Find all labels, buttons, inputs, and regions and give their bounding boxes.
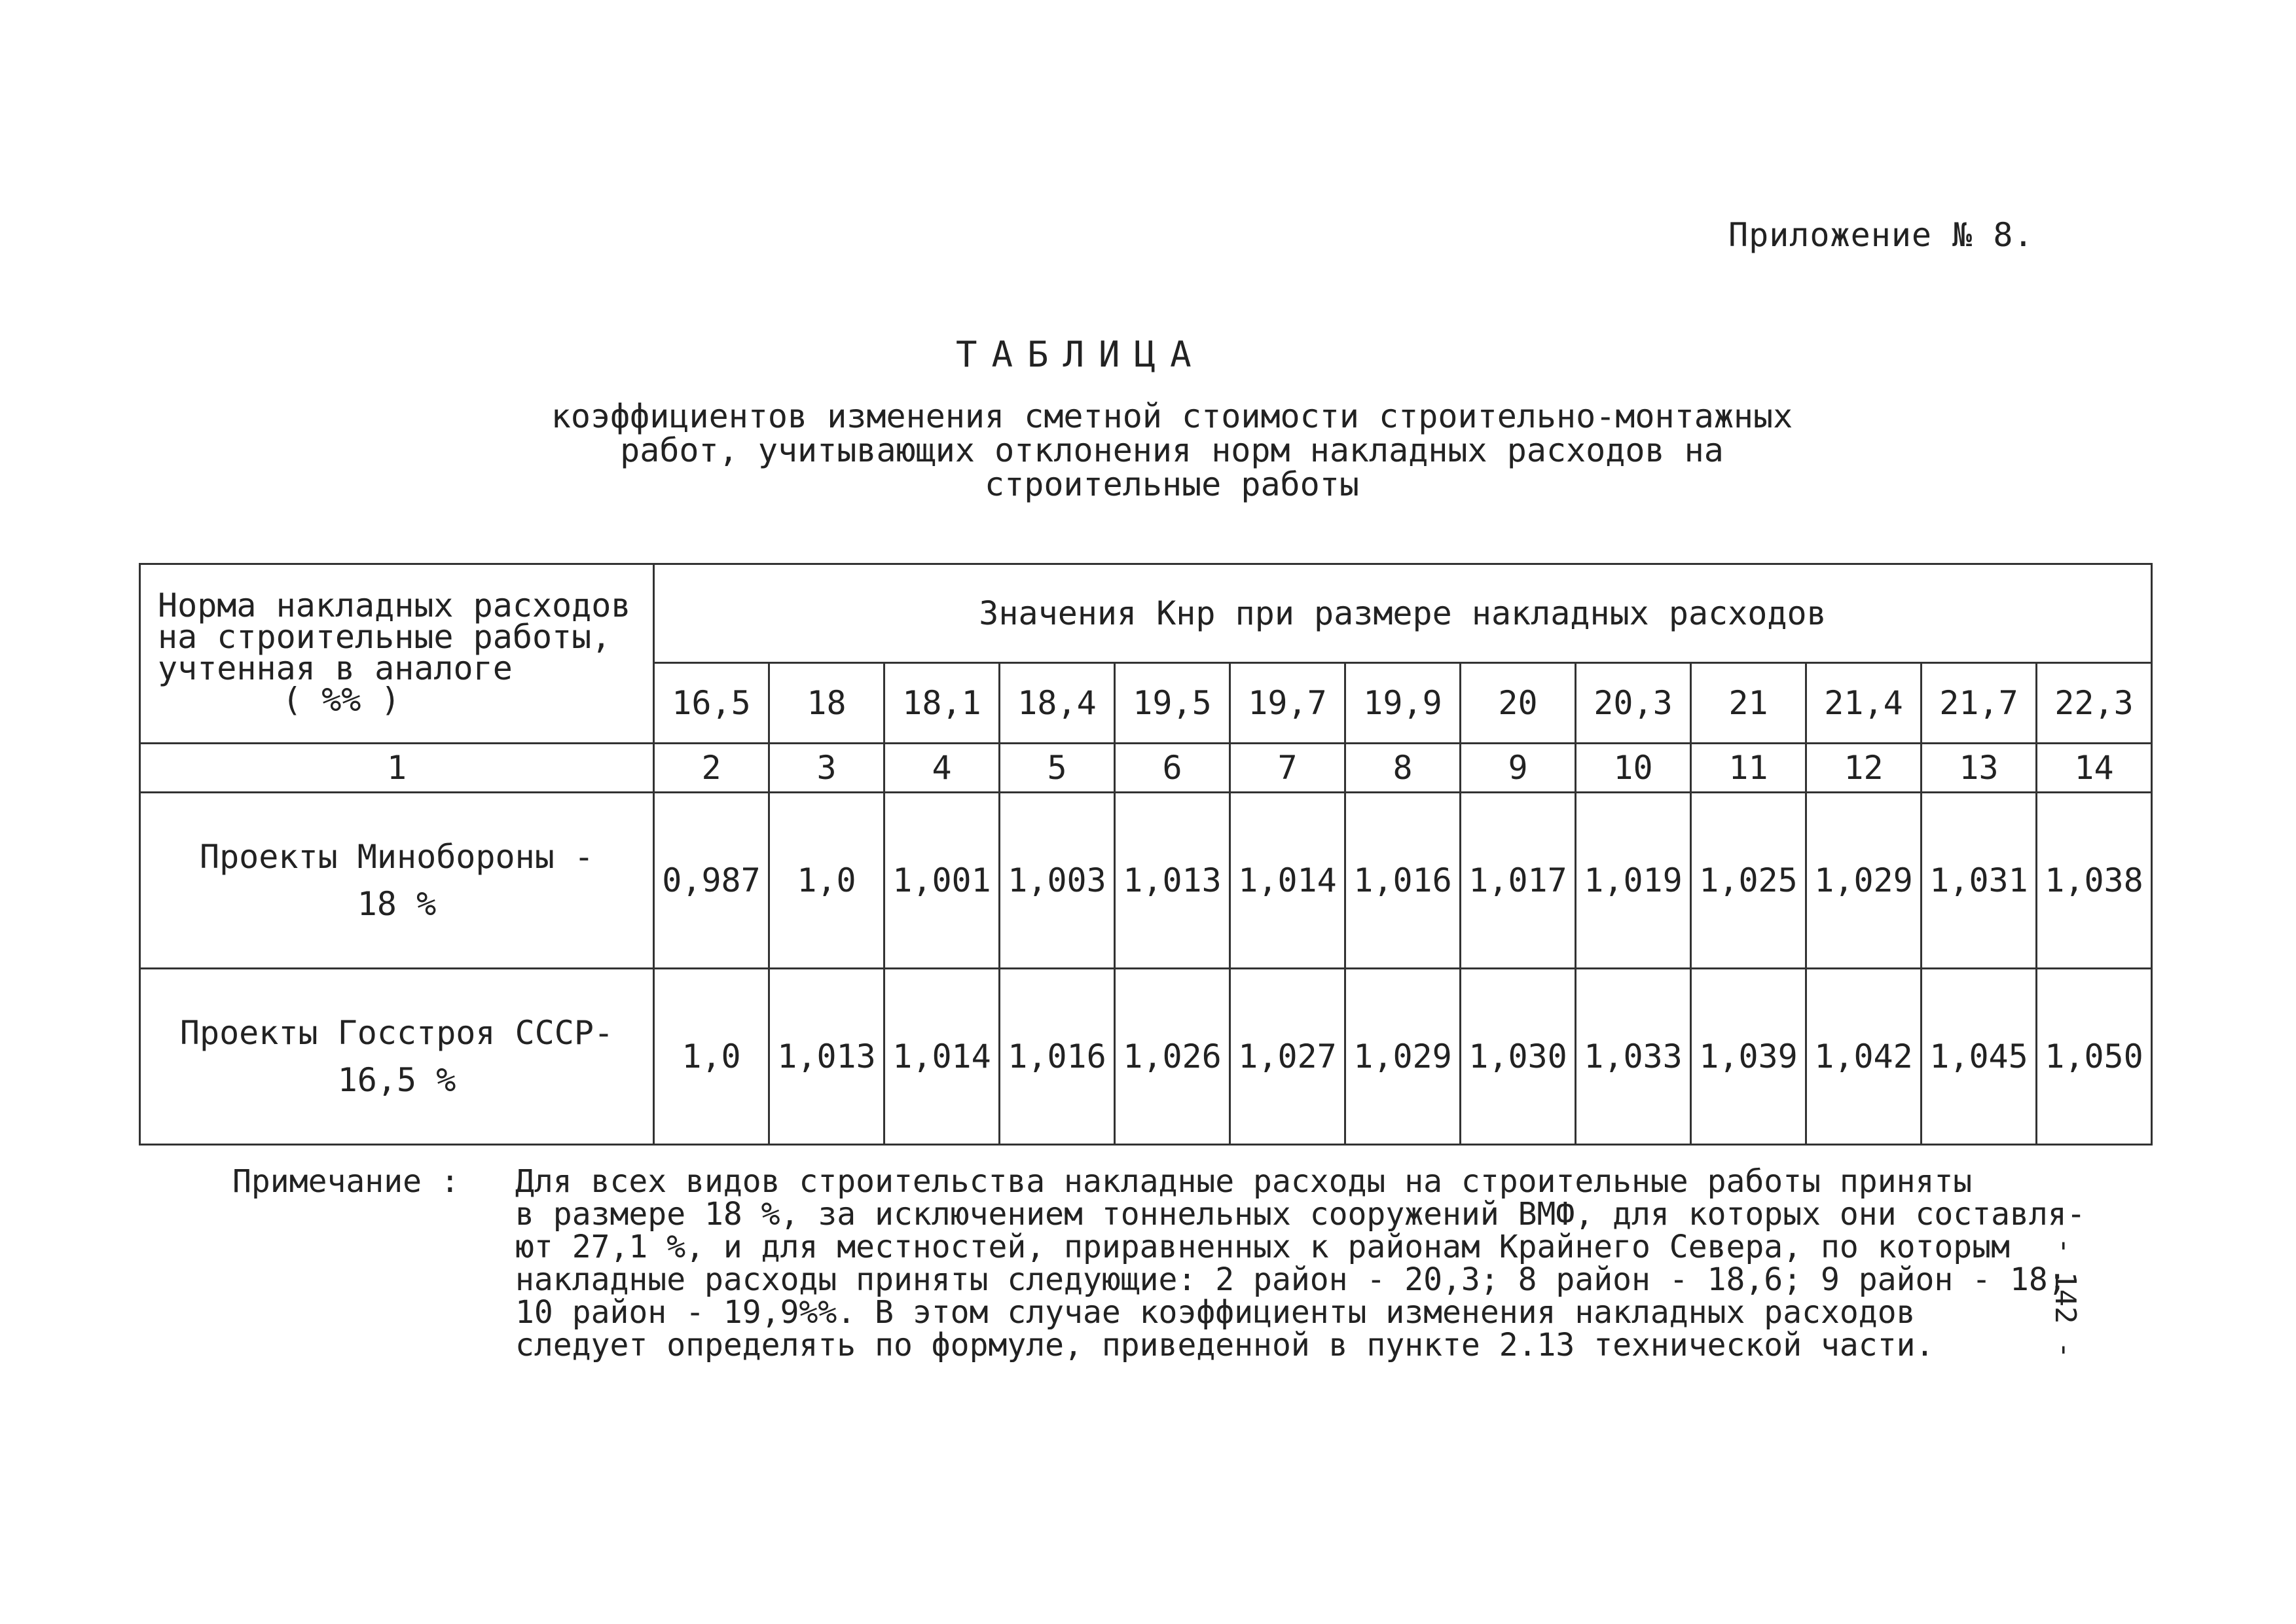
coefficients-table <box>139 563 2153 1146</box>
table-cell: 1,039 <box>1691 969 1806 1145</box>
column-header: 18,4 <box>1000 663 1115 744</box>
column-number: 3 <box>769 744 884 793</box>
table-title: ТАБЛИЦА <box>956 334 1206 375</box>
table-cell: 1,050 <box>2037 969 2152 1145</box>
page-number: - 142 - <box>2049 1237 2082 1359</box>
column-number: 1 <box>140 744 654 793</box>
table-subtitle <box>550 399 1794 501</box>
table-cell: 1,027 <box>1230 969 1345 1145</box>
table-cell: 1,016 <box>1000 969 1115 1145</box>
column-header: 19,9 <box>1345 663 1461 744</box>
table-cell: 1,038 <box>2037 793 2152 969</box>
table-cell: 1,026 <box>1115 969 1230 1145</box>
column-number: 12 <box>1806 744 1922 793</box>
column-header: 19,5 <box>1115 663 1230 744</box>
table-cell: 1,029 <box>1345 969 1461 1145</box>
table-cell: 1,0 <box>769 793 884 969</box>
column-number: 11 <box>1691 744 1806 793</box>
table-cell: 1,033 <box>1576 969 1691 1145</box>
row-label-line: Проекты Госстроя СССР- <box>179 1014 614 1052</box>
column-number: 7 <box>1230 744 1345 793</box>
column-number: 8 <box>1345 744 1461 793</box>
table-cell: 1,031 <box>1922 793 2037 969</box>
corner-header-line: учтенная в аналоге <box>158 649 513 687</box>
table-cell: 1,0 <box>654 969 769 1145</box>
table-cell: 1,013 <box>1115 793 1230 969</box>
subtitle-line: строительные работы <box>985 465 1359 503</box>
note-line: в размере 18 %, за исключением тоннельных сооружений ВМФ, для которых они составля- <box>515 1196 2086 1233</box>
column-number: 10 <box>1576 744 1691 793</box>
table-row <box>140 793 2152 969</box>
note-text <box>515 1165 2139 1362</box>
note-line: 10 район - 19,9%%. В этом случае коэффициенты изменения накладных расходов <box>515 1294 1916 1331</box>
corner-header-line: Норма накладных расходов <box>158 586 631 624</box>
column-header: 20,3 <box>1576 663 1691 744</box>
subtitle-line: коэффициентов изменения сметной стоимости строительно-монтажных <box>551 397 1793 435</box>
column-number: 2 <box>654 744 769 793</box>
column-number: 5 <box>1000 744 1115 793</box>
table-cell: 1,030 <box>1461 969 1576 1145</box>
column-header: 18,1 <box>884 663 1000 744</box>
column-header: 22,3 <box>2037 663 2152 744</box>
table-cell: 1,003 <box>1000 793 1115 969</box>
corner-header-line: на строительные работы, <box>158 618 611 656</box>
subtitle-line: работ, учитывающих отклонения норм накладных расходов на <box>620 431 1724 469</box>
note-line: следует определять по формуле, приведенной в пункте 2.13 технической части. <box>515 1327 1935 1363</box>
table-cell: 1,014 <box>1230 793 1345 969</box>
coefficients-table-container <box>139 563 2153 1146</box>
corner-header-line: ( %% ) <box>282 681 401 719</box>
row-label <box>140 969 654 1145</box>
note-line: накладные расходы приняты следующие: 2 район - 20,3; 8 район - 18,6; 9 район - 18; <box>515 1261 2067 1298</box>
table-cell: 1,029 <box>1806 793 1922 969</box>
group-header: Значения Кнр при размере накладных расходов <box>654 564 2152 663</box>
column-header: 21,7 <box>1922 663 2037 744</box>
table-cell: 1,001 <box>884 793 1000 969</box>
column-number: 9 <box>1461 744 1576 793</box>
table-cell: 1,014 <box>884 969 1000 1145</box>
column-number: 14 <box>2037 744 2152 793</box>
table-cell: 1,017 <box>1461 793 1576 969</box>
note <box>232 1165 2139 1362</box>
table-cell: 1,019 <box>1576 793 1691 969</box>
column-number-row <box>140 744 2152 793</box>
table-cell: 1,025 <box>1691 793 1806 969</box>
corner-header <box>140 564 654 744</box>
column-number: 13 <box>1922 744 2037 793</box>
table-cell: 1,016 <box>1345 793 1461 969</box>
row-label-line: Проекты Минобороны - <box>199 838 594 876</box>
note-line: Для всех видов строительства накладные расходы на строительные работы приняты <box>515 1163 1973 1200</box>
header-row-1 <box>140 564 2152 663</box>
column-header: 19,7 <box>1230 663 1345 744</box>
column-header: 18 <box>769 663 884 744</box>
table-cell: 1,013 <box>769 969 884 1145</box>
note-line: ют 27,1 %, и для местностей, приравненных к районам Крайнего Севера, по которым <box>515 1229 2010 1265</box>
row-label <box>140 793 654 969</box>
column-header: 21 <box>1691 663 1806 744</box>
row-label-line: 18 % <box>357 885 437 923</box>
table-cell: 1,045 <box>1922 969 2037 1145</box>
note-label: Примечание : <box>232 1163 460 1200</box>
row-label-line: 16,5 % <box>337 1061 456 1099</box>
table-row <box>140 969 2152 1145</box>
table-cell: 0,987 <box>654 793 769 969</box>
column-number: 6 <box>1115 744 1230 793</box>
appendix-label: Приложение № 8. <box>1728 216 2034 254</box>
column-number: 4 <box>884 744 1000 793</box>
column-header: 21,4 <box>1806 663 1922 744</box>
table-cell: 1,042 <box>1806 969 1922 1145</box>
column-header: 16,5 <box>654 663 769 744</box>
column-header: 20 <box>1461 663 1576 744</box>
